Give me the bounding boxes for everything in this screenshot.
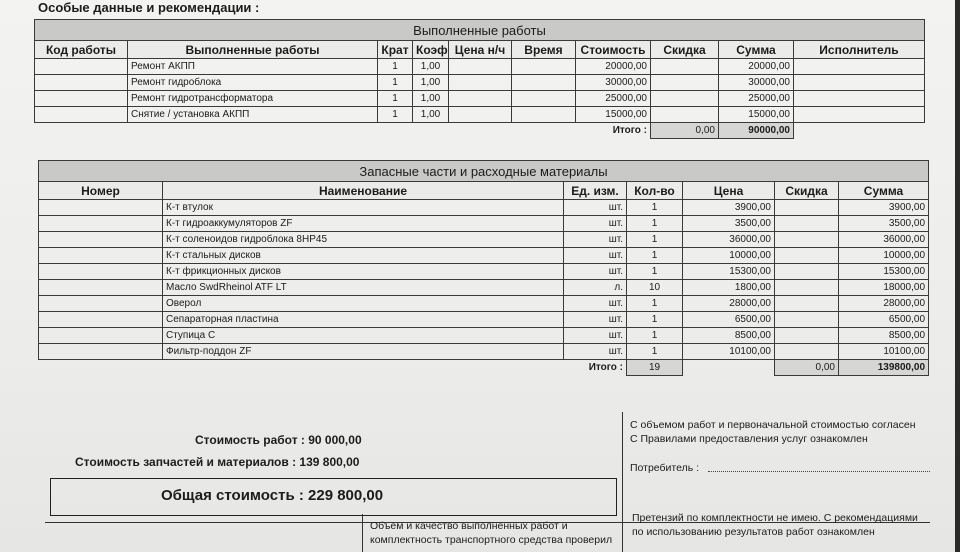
- part-discount: [775, 248, 839, 264]
- part-price: 6500,00: [683, 312, 775, 328]
- table-row: [39, 232, 929, 248]
- works-total-label: Итого :: [612, 125, 647, 137]
- part-sum: 28000,00: [839, 296, 929, 312]
- parts-total-discount: 0,00: [775, 360, 839, 376]
- works-total-row: [35, 123, 925, 139]
- work-sum: 15000,00: [719, 107, 794, 123]
- part-qty: 1: [627, 264, 683, 280]
- part-qty: 1: [627, 200, 683, 216]
- part-discount: [775, 328, 839, 344]
- part-number: [39, 296, 163, 312]
- consumer-label: Потребитель :: [630, 462, 700, 474]
- part-qty: 1: [627, 232, 683, 248]
- part-number: [39, 264, 163, 280]
- grand-total: Общая стоимость : 229 800,00: [161, 487, 384, 504]
- grand-total-box: [50, 478, 617, 516]
- part-name: Масло SwdRheinol ATF LT: [163, 280, 564, 296]
- col-sum: Сумма: [719, 41, 794, 59]
- claims-line-2: по использованию результатов работ ознакомлен: [632, 526, 875, 538]
- table-row: [35, 91, 925, 107]
- table-row: [35, 59, 925, 75]
- part-name: Ступица С: [163, 328, 564, 344]
- table-row: [39, 328, 929, 344]
- part-sum: 15300,00: [839, 264, 929, 280]
- col-executor: Исполнитель: [794, 41, 925, 59]
- part-number: [39, 248, 163, 264]
- col-time: Время: [512, 41, 576, 59]
- work-koef: 1,00: [413, 107, 449, 123]
- part-name: К-т фрикционных дисков: [163, 264, 564, 280]
- parts-total-row: [39, 360, 929, 376]
- parts-total-sum: 139800,00: [839, 360, 929, 376]
- part-name: Сепараторная пластина: [163, 312, 564, 328]
- work-cost: 15000,00: [576, 107, 651, 123]
- divider: [622, 412, 623, 552]
- part-unit: шт.: [564, 296, 627, 312]
- work-krat: 1: [378, 75, 413, 91]
- part-sum: 18000,00: [839, 280, 929, 296]
- part-unit: шт.: [564, 344, 627, 360]
- work-krat: 1: [378, 59, 413, 75]
- works-title: Выполненные работы: [35, 20, 925, 41]
- consumer-signature-line: [708, 471, 930, 473]
- col-code: Код работы: [35, 41, 128, 59]
- work-sum: 25000,00: [719, 91, 794, 107]
- part-number: [39, 216, 163, 232]
- part-unit: шт.: [564, 216, 627, 232]
- col-discount: Скидка: [775, 182, 839, 200]
- work-koef: 1,00: [413, 75, 449, 91]
- part-price: 1800,00: [683, 280, 775, 296]
- part-discount: [775, 312, 839, 328]
- work-krat: 1: [378, 107, 413, 123]
- part-discount: [775, 200, 839, 216]
- part-sum: 6500,00: [839, 312, 929, 328]
- parts-total-qty: 19: [627, 360, 683, 376]
- col-rate: Цена н/ч: [449, 41, 512, 59]
- part-unit: шт.: [564, 248, 627, 264]
- part-sum: 8500,00: [839, 328, 929, 344]
- work-cost: 20000,00: [576, 59, 651, 75]
- col-work: Выполненные работы: [128, 41, 378, 59]
- part-discount: [775, 216, 839, 232]
- special-notes-heading: Особые данные и рекомендации :: [38, 0, 260, 15]
- part-name: К-т стальных дисков: [163, 248, 564, 264]
- work-sum: 20000,00: [719, 59, 794, 75]
- part-number: [39, 280, 163, 296]
- table-row: [39, 280, 929, 296]
- table-row: [39, 200, 929, 216]
- works-total-discount: 0,00: [651, 123, 719, 139]
- table-row: [35, 107, 925, 123]
- col-sum: Сумма: [839, 182, 929, 200]
- part-discount: [775, 344, 839, 360]
- part-unit: шт.: [564, 200, 627, 216]
- part-unit: шт.: [564, 312, 627, 328]
- table-row: [35, 75, 925, 91]
- work-name: Ремонт АКПП: [128, 59, 378, 75]
- part-unit: шт.: [564, 232, 627, 248]
- work-cost: 30000,00: [576, 75, 651, 91]
- works-table: [34, 19, 925, 139]
- part-number: [39, 232, 163, 248]
- part-unit: шт.: [564, 264, 627, 280]
- part-qty: 1: [627, 344, 683, 360]
- works-total-sum: 90000,00: [719, 123, 794, 139]
- part-price: 8500,00: [683, 328, 775, 344]
- col-price: Цена: [683, 182, 775, 200]
- part-name: Фильтр-поддон ZF: [163, 344, 564, 360]
- part-price: 36000,00: [683, 232, 775, 248]
- part-discount: [775, 280, 839, 296]
- works-header-row: [35, 41, 925, 59]
- part-discount: [775, 232, 839, 248]
- part-qty: 10: [627, 280, 683, 296]
- works-cost-summary: Стоимость работ : 90 000,00: [195, 433, 362, 447]
- col-cost: Стоимость: [576, 41, 651, 59]
- table-row: [39, 312, 929, 328]
- part-number: [39, 344, 163, 360]
- part-qty: 1: [627, 312, 683, 328]
- part-qty: 1: [627, 328, 683, 344]
- table-row: [39, 344, 929, 360]
- part-price: 3900,00: [683, 200, 775, 216]
- work-cost: 25000,00: [576, 91, 651, 107]
- parts-header-row: [39, 182, 929, 200]
- col-discount: Скидка: [651, 41, 719, 59]
- divider: [362, 514, 363, 552]
- parts-total-label: Итого :: [588, 362, 623, 374]
- work-name: Ремонт гидроблока: [128, 75, 378, 91]
- part-sum: 10100,00: [839, 344, 929, 360]
- part-number: [39, 328, 163, 344]
- part-unit: л.: [564, 280, 627, 296]
- col-name: Наименование: [163, 182, 564, 200]
- part-price: 15300,00: [683, 264, 775, 280]
- part-qty: 1: [627, 248, 683, 264]
- part-number: [39, 312, 163, 328]
- part-price: 10000,00: [683, 248, 775, 264]
- part-qty: 1: [627, 216, 683, 232]
- table-row: [39, 296, 929, 312]
- work-koef: 1,00: [413, 59, 449, 75]
- quality-line-1: Объем и качество выполненных работ и: [370, 520, 568, 532]
- part-sum: 10000,00: [839, 248, 929, 264]
- table-row: [39, 264, 929, 280]
- part-price: 10100,00: [683, 344, 775, 360]
- col-koef: Коэф: [413, 41, 449, 59]
- part-name: К-т втулок: [163, 200, 564, 216]
- work-name: Снятие / установка АКПП: [128, 107, 378, 123]
- col-number: Номер: [39, 182, 163, 200]
- part-price: 28000,00: [683, 296, 775, 312]
- part-number: [39, 200, 163, 216]
- quality-line-2: комплектность транспортного средства проверил: [370, 534, 613, 546]
- part-unit: шт.: [564, 328, 627, 344]
- part-sum: 36000,00: [839, 232, 929, 248]
- work-name: Ремонт гидротрансформатора: [128, 91, 378, 107]
- claims-line-1: Претензий по комплектности не имею. С рекомендациями: [632, 512, 918, 524]
- part-name: Оверол: [163, 296, 564, 312]
- work-krat: 1: [378, 91, 413, 107]
- parts-table: [38, 160, 929, 376]
- part-discount: [775, 296, 839, 312]
- part-qty: 1: [627, 296, 683, 312]
- work-koef: 1,00: [413, 91, 449, 107]
- agreement-line-1: С объемом работ и первоначальной стоимостью согласен: [630, 419, 916, 431]
- col-krat: Крат: [378, 41, 413, 59]
- parts-title: Запасные части и расходные материалы: [39, 161, 929, 182]
- part-sum: 3500,00: [839, 216, 929, 232]
- part-price: 3500,00: [683, 216, 775, 232]
- table-row: [39, 216, 929, 232]
- agreement-line-2: С Правилами предоставления услуг ознакомлен: [630, 433, 868, 445]
- col-unit: Ед. изм.: [564, 182, 627, 200]
- part-name: К-т гидроаккумуляторов ZF: [163, 216, 564, 232]
- parts-cost-summary: Стоимость запчастей и материалов : 139 800,00: [75, 455, 360, 469]
- work-sum: 30000,00: [719, 75, 794, 91]
- part-sum: 3900,00: [839, 200, 929, 216]
- col-qty: Кол-во: [627, 182, 683, 200]
- table-row: [39, 248, 929, 264]
- part-discount: [775, 264, 839, 280]
- part-name: К-т соленоидов гидроблока 8HP45: [163, 232, 564, 248]
